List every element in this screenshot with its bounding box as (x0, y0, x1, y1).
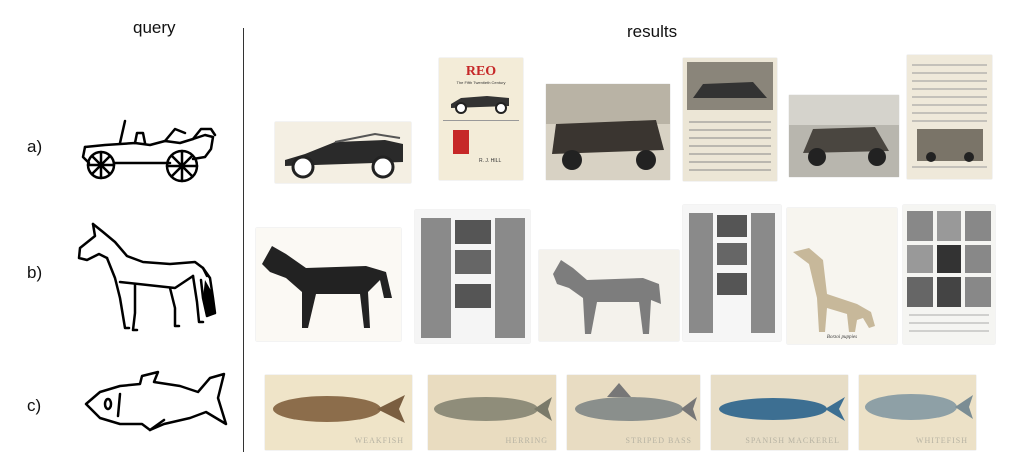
fish-caption-1: WEAKFISH (354, 436, 404, 445)
reo-ad-title: REO (465, 64, 497, 79)
row-label-b: b) (27, 263, 43, 282)
fish-caption-3: STRIPED BASS (625, 436, 692, 445)
fish-caption-2: HERRING (505, 436, 548, 445)
result-b4 (683, 205, 781, 341)
result-a3 (546, 84, 670, 180)
vintage-car-image (275, 122, 411, 183)
ad-divider (443, 120, 519, 121)
row-label-a: a) (27, 137, 43, 156)
result-b5 (787, 208, 897, 344)
reo-ad-subtitle: The Fifth Twentieth Century (456, 80, 506, 85)
row-label-c: c) (27, 396, 42, 415)
result-c4 (711, 375, 848, 450)
result-b2 (415, 210, 530, 343)
fish-caption-5: WHITEFISH (915, 436, 968, 445)
result-b6 (903, 205, 995, 344)
fish-caption-4: SPANISH MACKEREL (745, 436, 840, 445)
result-b3 (539, 250, 679, 341)
result-b1 (256, 228, 401, 341)
encyclopedia-page-horses (415, 210, 530, 343)
horse-sketch (75, 218, 225, 336)
text-page-car (907, 55, 992, 179)
fish-sketch (80, 368, 230, 438)
result-c2 (428, 375, 556, 450)
bus-photo-image (546, 84, 670, 180)
result-c1 (265, 375, 412, 450)
result-a5 (789, 95, 899, 177)
result-a2 (439, 58, 523, 180)
borzoi-caption: Borzoi puppies (826, 335, 858, 340)
reo-car-image (447, 86, 515, 114)
sketch-horse-image (539, 250, 679, 341)
results-header: results (627, 22, 678, 41)
street-car-photo (789, 95, 899, 177)
borzoi-image (787, 208, 897, 344)
vertical-divider (243, 28, 244, 452)
ad-red-box (453, 130, 469, 154)
dog-breeds-page (903, 205, 995, 344)
dark-horse-image (256, 228, 401, 341)
encyclopedia-page-horses-2 (683, 205, 781, 341)
result-a1 (275, 122, 411, 183)
car-sketch (75, 115, 220, 190)
result-c3 (567, 375, 700, 450)
result-c5 (859, 375, 976, 450)
ad-badge: R. J. HILL (479, 158, 502, 164)
result-a4 (683, 58, 777, 181)
query-header: query (133, 18, 176, 37)
magazine-car-page (683, 58, 777, 181)
result-a6 (907, 55, 992, 179)
